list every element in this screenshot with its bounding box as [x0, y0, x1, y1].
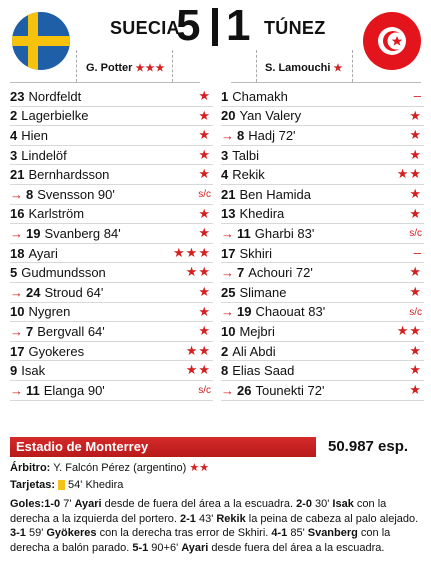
player-rating: ★ — [409, 205, 422, 221]
player-name: Ayari — [28, 245, 58, 261]
player-row — [10, 381, 213, 401]
player-row — [221, 283, 424, 303]
player-rating: ★ — [409, 127, 422, 143]
player-number: 1 — [221, 88, 229, 104]
goal-scorer: Isak — [332, 498, 354, 510]
player-row — [10, 146, 213, 166]
player-row — [10, 126, 213, 146]
player-name: Gharbi 83' — [254, 225, 315, 241]
player-row — [10, 185, 213, 205]
goal-minute: 43' — [195, 512, 217, 525]
substitute-arrow-icon: → — [10, 382, 23, 398]
goal-detail: con la derecha tras error de Skhiri. — [96, 527, 272, 540]
player-name: Khedira — [239, 206, 285, 222]
player-name: Nordfeldt — [28, 88, 82, 104]
player-name: Achouri 72' — [248, 265, 313, 281]
goal-score: 2-1 — [180, 512, 196, 525]
player-number: 19 — [237, 304, 252, 320]
player-rating: ★ — [409, 283, 422, 299]
player-name: Lagerbielke — [21, 108, 89, 124]
player-rating: ★ — [409, 107, 422, 123]
player-name: Tounekti 72' — [255, 382, 325, 398]
player-number: 25 — [221, 284, 236, 300]
player-row — [221, 107, 424, 127]
substitute-arrow-icon: → — [10, 323, 23, 339]
player-number: 13 — [221, 206, 236, 222]
player-rating: s/c — [409, 228, 422, 240]
player-name: Elias Saad — [232, 363, 295, 379]
player-rating: ★ — [198, 225, 211, 241]
player-name: Talbi — [232, 147, 259, 163]
player-number: 26 — [237, 382, 252, 398]
goal-detail: desde de fuera del área a la escuadra. — [101, 498, 297, 510]
player-row — [221, 224, 424, 244]
player-row — [10, 244, 213, 264]
tunisia-flag-icon — [363, 12, 421, 70]
player-row — [221, 322, 424, 342]
away-team-name: TÚNEZ — [264, 18, 326, 38]
goals-summary — [10, 497, 420, 555]
away-lineup — [221, 87, 424, 401]
goal-scorer: Gyökeres — [46, 527, 97, 540]
home-coach — [86, 62, 165, 74]
player-name: Slimane — [239, 284, 287, 300]
goal-minute: 30' — [311, 498, 333, 510]
player-row — [10, 224, 213, 244]
divider — [172, 50, 173, 82]
player-rating: ★ — [198, 88, 211, 103]
goal-score: 5-1 — [132, 541, 149, 554]
goal-score: 3-1 — [10, 527, 26, 540]
player-name: Hien — [21, 127, 48, 143]
sweden-flag-icon — [12, 12, 70, 70]
match-header — [0, 0, 431, 84]
player-number: 9 — [10, 363, 18, 379]
player-rating: ★ — [198, 146, 211, 162]
player-name: Svensson 90' — [37, 186, 115, 202]
home-coach-rating: ★★★ — [135, 63, 166, 74]
player-row — [10, 322, 213, 342]
player-rating: s/c — [409, 306, 422, 318]
substitute-arrow-icon: → — [221, 265, 234, 281]
player-name: Nygren — [28, 304, 71, 320]
player-name: Yan Valery — [239, 108, 302, 124]
referee-line — [10, 461, 209, 474]
player-number: 23 — [10, 88, 25, 104]
divider — [256, 50, 257, 82]
substitute-arrow-icon: → — [221, 382, 234, 398]
away-coach — [265, 62, 343, 74]
stadium-banner — [10, 437, 422, 457]
player-row — [10, 87, 213, 107]
player-row — [10, 165, 213, 185]
player-rating: ★★ — [396, 323, 422, 339]
player-name: Elanga 90' — [43, 382, 105, 398]
player-number: 21 — [221, 186, 236, 202]
player-row — [221, 146, 424, 166]
goal-scorer: Ayari — [74, 498, 102, 510]
player-name: Hadj 72' — [248, 127, 296, 143]
player-name: Gyokeres — [28, 343, 85, 359]
player-row — [221, 381, 424, 401]
player-rating: ★ — [409, 264, 422, 280]
player-name: Bernhardsson — [28, 167, 110, 183]
player-rating: ★★★ — [173, 244, 211, 260]
player-rating: ★ — [409, 185, 422, 201]
player-number: 21 — [10, 167, 25, 183]
player-rating: ★ — [198, 127, 211, 143]
player-name: Gudmundsson — [21, 265, 106, 281]
cards-line — [10, 479, 123, 491]
away-score: 1 — [226, 1, 251, 50]
player-number: 11 — [237, 225, 251, 241]
player-rating: ★ — [198, 303, 211, 319]
player-number: 4 — [10, 127, 18, 143]
home-coach-name: G. Potter — [86, 62, 133, 74]
attendance: 50.987 esp. — [328, 438, 409, 455]
substitute-arrow-icon: → — [10, 225, 23, 241]
player-rating: ★ — [198, 107, 211, 123]
goal-score: 4-1 — [271, 527, 288, 540]
player-rating: s/c — [198, 188, 211, 200]
goal-detail: la peina de cabeza al palo alejado. — [245, 512, 419, 525]
player-row — [10, 342, 213, 362]
player-rating: – — [413, 244, 422, 260]
player-name: Isak — [21, 363, 46, 379]
player-name: Stroud 64' — [44, 284, 104, 300]
goal-scorer: Ayari — [181, 541, 209, 554]
player-name: Chaouat 83' — [255, 304, 326, 320]
player-row — [221, 303, 424, 323]
player-number: 8 — [221, 363, 229, 379]
player-rating: ★★ — [185, 264, 211, 280]
player-rating: ★ — [409, 146, 422, 162]
player-rating: – — [413, 88, 422, 103]
player-rating: ★ — [198, 323, 211, 339]
player-number: 10 — [221, 323, 236, 339]
player-number: 16 — [10, 206, 25, 222]
goal-minute: 7' — [60, 498, 75, 510]
referee-name: Y. Falcón Pérez (argentino) — [53, 462, 187, 474]
divider — [231, 82, 421, 83]
goal-detail: con la derecha a la izquierda del portero. — [10, 498, 387, 525]
player-row — [10, 303, 213, 323]
player-name: Bergvall 64' — [37, 323, 105, 339]
score-separator — [212, 8, 218, 46]
player-rating: ★ — [409, 342, 422, 358]
player-row — [221, 87, 424, 107]
goals-label: Goles: — [10, 498, 45, 510]
player-row — [221, 126, 424, 146]
player-rating: ★ — [198, 283, 211, 299]
player-number: 2 — [10, 108, 18, 124]
player-number: 3 — [221, 147, 229, 163]
player-number: 5 — [10, 265, 18, 281]
cards-text: 54' Khedira — [68, 479, 124, 491]
goal-minute: 90+6' — [148, 541, 182, 554]
player-row — [10, 283, 213, 303]
player-name: Ben Hamida — [239, 186, 312, 202]
player-number: 8 — [26, 186, 34, 202]
player-row — [10, 107, 213, 127]
referee-label: Árbitro: — [10, 462, 51, 474]
player-name: Mejbri — [239, 323, 275, 339]
player-row — [221, 205, 424, 225]
player-number: 11 — [26, 382, 40, 398]
player-row — [221, 342, 424, 362]
player-rating: s/c — [198, 384, 211, 396]
divider — [10, 82, 200, 83]
yellow-card-icon — [58, 480, 65, 490]
player-rating: ★ — [409, 362, 422, 378]
goal-minute: 59' — [25, 527, 47, 540]
player-number: 20 — [221, 108, 236, 124]
player-number: 2 — [221, 343, 229, 359]
player-number: 18 — [10, 245, 25, 261]
player-number: 19 — [26, 225, 41, 241]
player-row — [221, 244, 424, 264]
cards-label: Tarjetas: — [10, 479, 56, 491]
player-row — [10, 205, 213, 225]
goal-minute: 85' — [287, 527, 308, 540]
substitute-arrow-icon: → — [10, 284, 23, 300]
away-coach-rating: ★ — [333, 63, 344, 74]
player-rating: ★ — [198, 205, 211, 221]
player-row — [221, 185, 424, 205]
player-rating: ★★ — [185, 342, 211, 358]
goal-scorer: Svanberg — [307, 527, 358, 540]
player-number: 24 — [26, 284, 41, 300]
player-number: 4 — [221, 167, 229, 183]
substitute-arrow-icon: → — [10, 186, 23, 202]
player-name: Svanberg 84' — [44, 225, 121, 241]
player-name: Chamakh — [232, 88, 288, 104]
player-number: 3 — [10, 147, 18, 163]
player-name: Karlström — [28, 206, 85, 222]
player-number: 10 — [10, 304, 25, 320]
player-name: Ali Abdi — [232, 343, 276, 359]
goal-detail: con la derecha a balón parado. — [10, 527, 391, 554]
substitute-arrow-icon: → — [221, 304, 234, 320]
away-coach-name: S. Lamouchi — [265, 62, 331, 74]
home-team-name: SUECIA — [110, 18, 180, 38]
player-number: 8 — [237, 127, 245, 143]
player-number: 17 — [10, 343, 25, 359]
player-name: Rekik — [232, 167, 265, 183]
divider — [76, 50, 77, 82]
divider — [352, 50, 353, 82]
player-number: 7 — [26, 323, 34, 339]
referee-rating: ★★ — [189, 462, 210, 474]
player-rating: ★ — [198, 166, 211, 182]
player-row — [221, 361, 424, 381]
player-row — [10, 361, 213, 381]
player-row — [10, 263, 213, 283]
player-number: 17 — [221, 245, 236, 261]
substitute-arrow-icon: → — [221, 225, 234, 241]
goal-score: 2-0 — [296, 498, 312, 510]
player-name: Lindelöf — [21, 147, 67, 163]
player-rating: ★★ — [396, 166, 422, 182]
player-rating: ★ — [409, 381, 422, 397]
player-rating: ★★ — [185, 362, 211, 378]
home-score: 5 — [176, 1, 201, 50]
substitute-arrow-icon: → — [221, 127, 234, 143]
goal-score: 1-0 — [44, 498, 61, 510]
goal-scorer: Rekik — [216, 512, 246, 525]
home-lineup — [10, 87, 213, 401]
goal-detail: desde fuera del área a la escuadra. — [208, 541, 385, 554]
player-row — [221, 165, 424, 185]
stadium-name: Estadio de Monterrey — [16, 439, 149, 454]
player-row — [221, 263, 424, 283]
player-number: 7 — [237, 265, 245, 281]
player-name: Skhiri — [239, 245, 272, 261]
